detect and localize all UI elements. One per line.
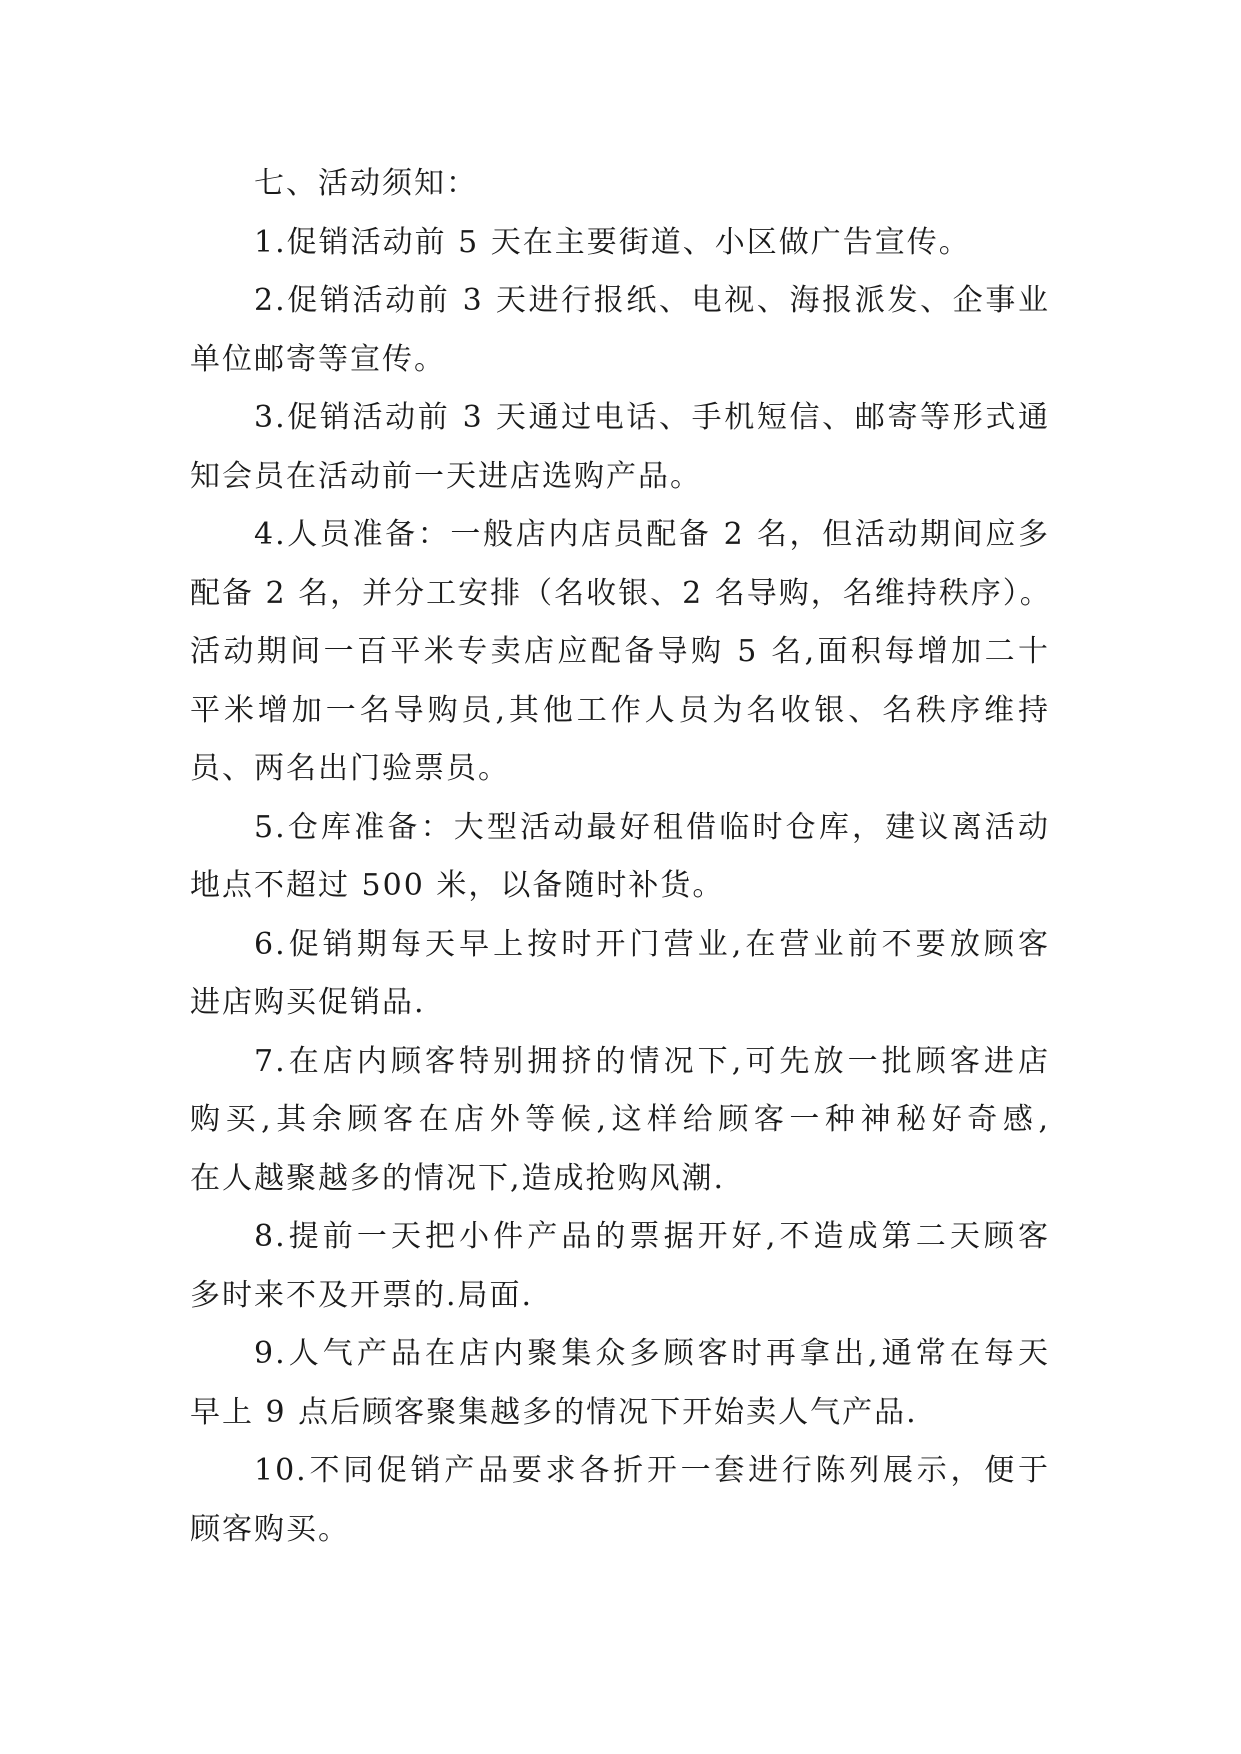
item-10-line-1: 10.不同促销产品要求各折开一套进行陈列展示，便于: [254, 1453, 1050, 1488]
item-8-line-2: 多时来不及开票的.局面.: [190, 1277, 534, 1313]
item-4: [190, 506, 1050, 799]
item-9: [190, 1325, 1050, 1442]
item-7: [190, 1033, 1050, 1209]
item-2: [190, 272, 1050, 389]
item-4-line-1: 4.人员准备：一般店内店员配备 2 名，但活动期间应多: [254, 517, 1050, 552]
item-4-line-4: 平米增加一名导购员,其他工作人员为名收银、名秩序维持: [190, 692, 1050, 728]
item-4-line-3: 活动期间一百平米专卖店应配备导购 5 名,面积每增加二十: [190, 634, 1050, 669]
item-1-line-1: 1.促销活动前 5 天在主要街道、小区做广告宣传。: [254, 224, 971, 260]
item-4-line-2: 配备 2 名，并分工安排（名收银、2 名导购，名维持秩序）。: [190, 575, 1052, 611]
section-heading: 七、活动须知：: [254, 166, 478, 201]
item-5-line-1: 5.仓库准备：大型活动最好租借临时仓库，建议离活动: [254, 809, 1050, 845]
item-4-line-5: 员、两名出门验票员。: [190, 751, 510, 786]
item-8-line-1: 8.提前一天把小件产品的票据开好,不造成第二天顾客: [254, 1219, 1050, 1254]
item-5: [190, 799, 1050, 916]
item-6: [190, 916, 1050, 1033]
item-2-line-2: 单位邮寄等宣传。: [190, 341, 446, 377]
item-5-line-2: 地点不超过 500 米，以备随时补货。: [190, 868, 725, 903]
item-8: [190, 1208, 1050, 1325]
item-1: [190, 214, 1050, 273]
item-10: [190, 1442, 1050, 1559]
item-7-line-1: 7.在店内顾客特别拥挤的情况下,可先放一批顾客进店: [254, 1043, 1050, 1079]
item-10-line-2: 顾客购买。: [190, 1511, 350, 1547]
item-7-line-2: 购买,其余顾客在店外等候,这样给顾客一种神秘好奇感,: [190, 1102, 1050, 1137]
item-3-line-1: 3.促销活动前 3 天通过电话、手机短信、邮寄等形式通: [254, 400, 1050, 435]
item-2-line-1: 2.促销活动前 3 天进行报纸、电视、海报派发、企事业: [254, 283, 1050, 318]
item-3: [190, 389, 1050, 506]
item-6-line-1: 6.促销期每天早上按时开门营业,在营业前不要放顾客: [254, 926, 1050, 962]
document-page: [190, 155, 1050, 1559]
item-9-line-1: 9.人气产品在店内聚集众多顾客时再拿出,通常在每天: [254, 1336, 1050, 1371]
item-3-line-2: 知会员在活动前一天进店选购产品。: [190, 458, 702, 494]
item-6-line-2: 进店购买促销品.: [190, 985, 426, 1020]
item-9-line-2: 早上 9 点后顾客聚集越多的情况下开始卖人气产品.: [190, 1394, 918, 1430]
item-7-line-3: 在人越聚越多的情况下,造成抢购风潮.: [190, 1160, 726, 1196]
